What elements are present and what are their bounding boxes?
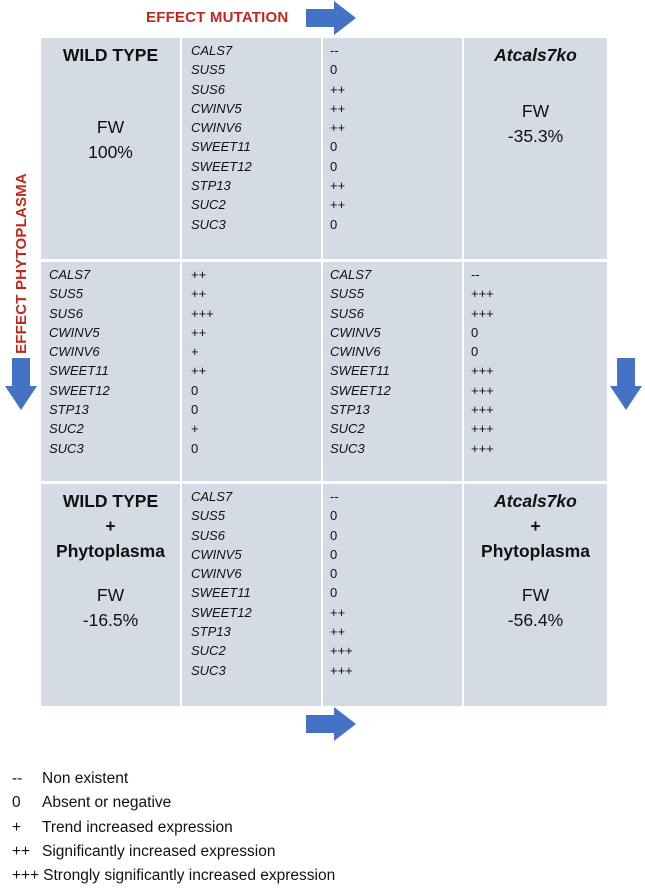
wt-phyto-name: WILD TYPE: [62, 491, 159, 511]
right-arrow-icon: [306, 706, 358, 742]
mutant-phyto-cell: [464, 489, 607, 633]
legend: [12, 767, 335, 888]
mutation-phyto-values: -- 0 0 0 0 0 ++ ++ +++ +++: [330, 489, 353, 678]
legend-item: -- Non existent: [12, 770, 129, 787]
wt-phyto-name2: Phytoplasma: [56, 541, 165, 561]
mutant-fw-value: -35.3%: [507, 126, 564, 146]
phyto-effect-wt-values: ++ ++ +++ ++ + ++ 0 0 + 0: [191, 267, 214, 456]
gene-list-mutation: CALS7 SUS5 SUS6 CWINV5 CWINV6 SWEET11 SWEET12 STP13 SUC2 SUC3: [191, 43, 252, 232]
effect-phytoplasma-label: EFFECT PHYTOPLASMA: [12, 172, 30, 354]
wild-type-fw-value: 100%: [88, 142, 133, 162]
expression-grid: [41, 38, 607, 706]
effect-mutation-label: EFFECT MUTATION: [146, 9, 289, 26]
mut-phyto-name: Atcals7ko: [494, 491, 577, 511]
right-arrow-icon: [306, 0, 358, 36]
gene-list-phyto-mut: CALS7 SUS5 SUS6 CWINV5 CWINV6 SWEET11 SWEET12 STP13 SUC2 SUC3: [330, 267, 391, 456]
wt-phyto-fw-value: -16.5%: [82, 610, 139, 630]
wild-type-cell: [41, 43, 180, 165]
down-arrow-icon: [4, 358, 38, 412]
wild-type-name: WILD TYPE: [62, 45, 159, 65]
mut-phyto-fw-label: FW: [521, 585, 550, 605]
mutant-fw-label: FW: [521, 101, 550, 121]
phyto-effect-mut-values: -- +++ +++ 0 0 +++ +++ +++ +++ +++: [471, 267, 494, 456]
legend-item: 0 Absent or negative: [12, 794, 172, 812]
wt-phyto-plus: +: [105, 516, 116, 536]
gene-list-phyto-wt: CALS7 SUS5 SUS6 CWINV5 CWINV6 SWEET11 SWEET12 STP13 SUC2 SUC3: [49, 267, 110, 456]
mutant-cell: [464, 43, 607, 149]
wild-type-phyto-cell: [41, 489, 180, 633]
legend-item: +++ Strongly significantly increased expression: [12, 867, 336, 885]
mut-phyto-name2: Phytoplasma: [481, 541, 590, 561]
wild-type-fw-label: FW: [96, 117, 125, 137]
legend-item: ++ Significantly increased expression: [12, 842, 276, 860]
down-arrow-icon: [609, 358, 643, 412]
mut-phyto-plus: +: [530, 516, 541, 536]
legend-item: + Trend increased expression: [12, 818, 233, 836]
mutation-effect-values: -- 0 ++ ++ ++ 0 0 ++ ++ 0: [330, 43, 346, 232]
wt-phyto-fw-label: FW: [96, 585, 125, 605]
mutant-name: Atcals7ko: [494, 45, 577, 65]
gene-list-mutation-phyto: CALS7 SUS5 SUS6 CWINV5 CWINV6 SWEET11 SWEET12 STP13 SUC2 SUC3: [191, 489, 252, 678]
mut-phyto-fw-value: -56.4%: [507, 610, 564, 630]
